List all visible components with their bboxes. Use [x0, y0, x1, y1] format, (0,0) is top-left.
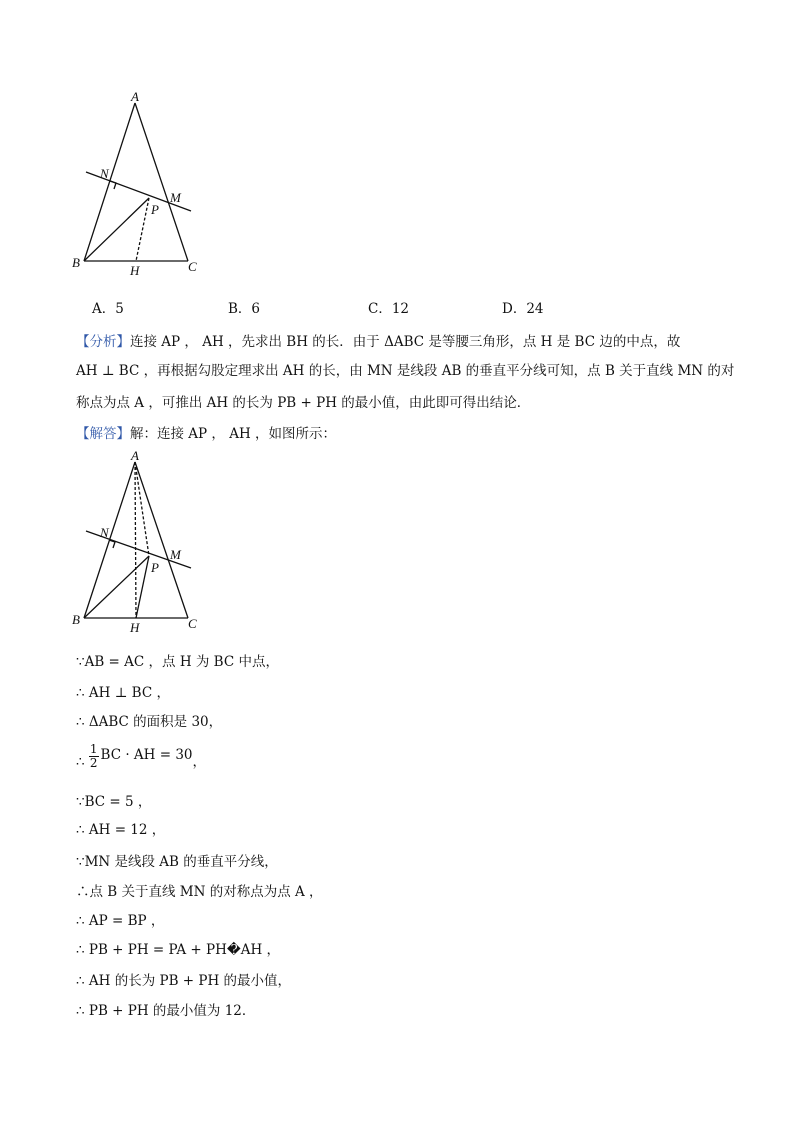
label-m: M: [170, 190, 181, 205]
label-b: B: [72, 255, 80, 270]
label-n: N: [100, 525, 109, 540]
step-1: ∵AB = AC ，点 H 为 BC 中点，: [76, 654, 279, 670]
label-b: B: [72, 612, 80, 627]
figure-1-triangle: [70, 90, 210, 280]
segment-ph: [136, 198, 149, 261]
step-3: ∴ ΔABC 的面积是 30，: [76, 714, 223, 730]
option-c[interactable]: C．12: [368, 301, 410, 317]
label-m: M: [170, 547, 181, 562]
step-6: ∴ AH = 12 ，: [76, 822, 166, 838]
label-a: A: [131, 448, 139, 463]
step-12: ∴ PB + PH 的最小值为 12．: [76, 1003, 256, 1019]
figure-2-triangle: [70, 448, 210, 638]
label-h: H: [130, 620, 140, 635]
right-angle-mark: [109, 540, 115, 548]
analysis-line-1: 【分析】连接 AP ， AH ，先求出 BH 的长．由于 ΔABC 是等腰三角形，点 H 是 BC 边的中点，故: [76, 334, 681, 350]
step-4-comma: ，: [192, 754, 206, 770]
answer-tag: 【解答】: [76, 426, 130, 442]
label-p: P: [151, 560, 159, 575]
label-p: P: [151, 202, 159, 217]
label-c: C: [188, 259, 197, 274]
segment-ap: [135, 462, 149, 556]
analysis-line-3: 称点为点 A ，可推出 AH 的长为 PB + PH 的最小值，由此即可得出结论．: [76, 395, 531, 411]
answer-intro: 【解答】解：连接 AP ， AH ，如图所示：: [76, 426, 337, 442]
segment-ph: [136, 556, 149, 618]
side-ab: [84, 103, 135, 261]
side-ac: [135, 103, 188, 261]
side-ac: [135, 462, 188, 618]
analysis-line-2: AH ⊥ BC ，再根据勾股定理求出 AH 的长，由 MN 是线段 AB 的垂直平分线可知，点 B 关于直线 MN 的对: [76, 363, 735, 379]
label-n: N: [100, 166, 109, 181]
step-9: ∴ AP = BP ，: [76, 913, 165, 929]
fraction-half: [89, 743, 99, 770]
option-d[interactable]: D．24: [502, 301, 544, 317]
step-11: ∴ AH 的长为 PB + PH 的最小值，: [76, 973, 292, 989]
analysis-tag: 【分析】: [76, 334, 130, 350]
step-10: ∴ PB + PH = PA + PH�AH ，: [76, 942, 281, 958]
step-2: ∴ AH ⊥ BC ，: [76, 685, 170, 701]
segment-ah: [135, 462, 136, 618]
fraction-numerator: 1: [89, 742, 98, 756]
right-angle-mark: [110, 181, 116, 189]
label-c: C: [188, 616, 197, 631]
answer-options: [92, 297, 712, 319]
option-a[interactable]: A．5: [92, 301, 124, 317]
label-a: A: [131, 90, 139, 104]
step-5: ∵BC = 5 ，: [76, 794, 152, 810]
step-4: [76, 742, 206, 770]
step-8: ∴点 B 关于直线 MN 的对称点为点 A ，: [76, 884, 323, 900]
therefore-symbol: ∴: [76, 754, 85, 770]
fraction-denominator: 2: [89, 756, 98, 770]
option-b[interactable]: B．6: [228, 301, 261, 317]
step-4-expression: BC · AH = 30: [100, 747, 193, 763]
label-h: H: [130, 263, 140, 278]
step-7: ∵MN 是线段 AB 的垂直平分线，: [76, 854, 278, 870]
